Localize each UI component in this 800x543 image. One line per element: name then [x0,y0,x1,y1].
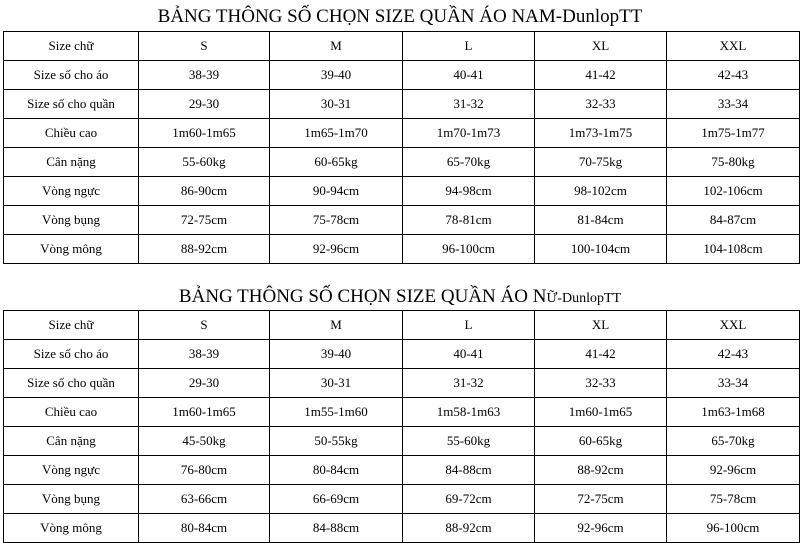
value-cell: 70-75kg [535,148,667,177]
value-cell: 38-39 [139,61,270,90]
value-cell: 63-66cm [139,485,270,514]
value-cell: 1m60-1m65 [139,119,270,148]
value-cell: 60-65kg [535,427,667,456]
value-cell: 31-32 [403,90,535,119]
value-cell: 75-78cm [667,485,800,514]
value-cell: 1m60-1m65 [535,398,667,427]
value-cell: 84-88cm [403,456,535,485]
value-cell: 55-60kg [403,427,535,456]
size-header-cell: XL [535,32,667,61]
row-label-cell: Size số cho áo [4,340,139,369]
value-cell: 92-96cm [270,235,403,264]
table-row [4,485,800,514]
table-row [4,235,800,264]
value-cell: 38-39 [139,340,270,369]
value-cell: 1m73-1m75 [535,119,667,148]
value-cell: 80-84cm [139,514,270,543]
value-cell: 81-84cm [535,206,667,235]
value-cell: 80-84cm [270,456,403,485]
women-title-suffix: Ữ-DunlopTT [546,291,622,306]
size-header-cell: M [270,32,403,61]
women-title-text: BẢNG THÔNG SỐ CHỌN SIZE QUẦN ÁO N [178,286,547,307]
header-row [4,311,800,340]
value-cell: 100-104cm [535,235,667,264]
value-cell: 76-80cm [139,456,270,485]
row-label-cell: Cân nặng [4,427,139,456]
size-header-cell: XXL [667,32,800,61]
table-row [4,119,800,148]
value-cell: 30-31 [270,90,403,119]
value-cell: 72-75cm [535,485,667,514]
value-cell: 29-30 [139,90,270,119]
value-cell: 39-40 [270,340,403,369]
value-cell: 32-33 [535,369,667,398]
value-cell: 40-41 [403,61,535,90]
men-title-text: BẢNG THÔNG SỐ CHỌN SIZE QUẦN ÁO NAM-DunlopTT [157,6,643,27]
row-label-cell: Cân nặng [4,148,139,177]
value-cell: 88-92cm [403,514,535,543]
value-cell: 65-70kg [403,148,535,177]
value-cell: 84-87cm [667,206,800,235]
table-row [4,148,800,177]
value-cell: 1m65-1m70 [270,119,403,148]
table-row [4,90,800,119]
row-label-cell: Vòng ngực [4,177,139,206]
size-header-cell: S [139,32,270,61]
table-row [4,177,800,206]
women-size-table [3,310,800,543]
table-row [4,369,800,398]
table-row [4,398,800,427]
row-label-cell: Vòng bụng [4,206,139,235]
table-row [4,427,800,456]
value-cell: 33-34 [667,90,800,119]
value-cell: 90-94cm [270,177,403,206]
value-cell: 30-31 [270,369,403,398]
table-row [4,61,800,90]
value-cell: 104-108cm [667,235,800,264]
value-cell: 1m60-1m65 [139,398,270,427]
size-header-cell: L [403,311,535,340]
table-row [4,456,800,485]
value-cell: 50-55kg [270,427,403,456]
value-cell: 41-42 [535,61,667,90]
value-cell: 84-88cm [270,514,403,543]
value-cell: 69-72cm [403,485,535,514]
value-cell: 94-98cm [403,177,535,206]
row-label-cell: Vòng mông [4,235,139,264]
value-cell: 98-102cm [535,177,667,206]
value-cell: 40-41 [403,340,535,369]
men-size-chart-title [0,6,800,28]
value-cell: 1m58-1m63 [403,398,535,427]
size-header-cell: XXL [667,311,800,340]
value-cell: 66-69cm [270,485,403,514]
value-cell: 86-90cm [139,177,270,206]
value-cell: 32-33 [535,90,667,119]
size-header-cell: L [403,32,535,61]
value-cell: 72-75cm [139,206,270,235]
table-row [4,514,800,543]
value-cell: 88-92cm [139,235,270,264]
value-cell: 1m55-1m60 [270,398,403,427]
value-cell: 96-100cm [403,235,535,264]
value-cell: 102-106cm [667,177,800,206]
value-cell: 88-92cm [535,456,667,485]
value-cell: 39-40 [270,61,403,90]
row-label-cell: Chiều cao [4,119,139,148]
row-label-cell: Chiều cao [4,398,139,427]
value-cell: 1m70-1m73 [403,119,535,148]
size-header-cell: M [270,311,403,340]
header-label-cell: Size chữ [4,32,139,61]
value-cell: 1m75-1m77 [667,119,800,148]
value-cell: 75-78cm [270,206,403,235]
value-cell: 31-32 [403,369,535,398]
value-cell: 41-42 [535,340,667,369]
value-cell: 1m63-1m68 [667,398,800,427]
value-cell: 55-60kg [139,148,270,177]
value-cell: 92-96cm [667,456,800,485]
value-cell: 78-81cm [403,206,535,235]
value-cell: 33-34 [667,369,800,398]
value-cell: 75-80kg [667,148,800,177]
size-header-cell: S [139,311,270,340]
value-cell: 96-100cm [667,514,800,543]
value-cell: 92-96cm [535,514,667,543]
value-cell: 42-43 [667,340,800,369]
row-label-cell: Size số cho áo [4,61,139,90]
row-label-cell: Vòng ngực [4,456,139,485]
row-label-cell: Size số cho quần [4,90,139,119]
header-label-cell: Size chữ [4,311,139,340]
women-size-chart-title [0,286,800,310]
table-row [4,206,800,235]
value-cell: 60-65kg [270,148,403,177]
value-cell: 65-70kg [667,427,800,456]
row-label-cell: Vòng mông [4,514,139,543]
row-label-cell: Size số cho quần [4,369,139,398]
value-cell: 45-50kg [139,427,270,456]
men-size-table [3,31,800,264]
value-cell: 42-43 [667,61,800,90]
value-cell: 29-30 [139,369,270,398]
row-label-cell: Vòng bụng [4,485,139,514]
size-header-cell: XL [535,311,667,340]
table-row [4,340,800,369]
header-row [4,32,800,61]
